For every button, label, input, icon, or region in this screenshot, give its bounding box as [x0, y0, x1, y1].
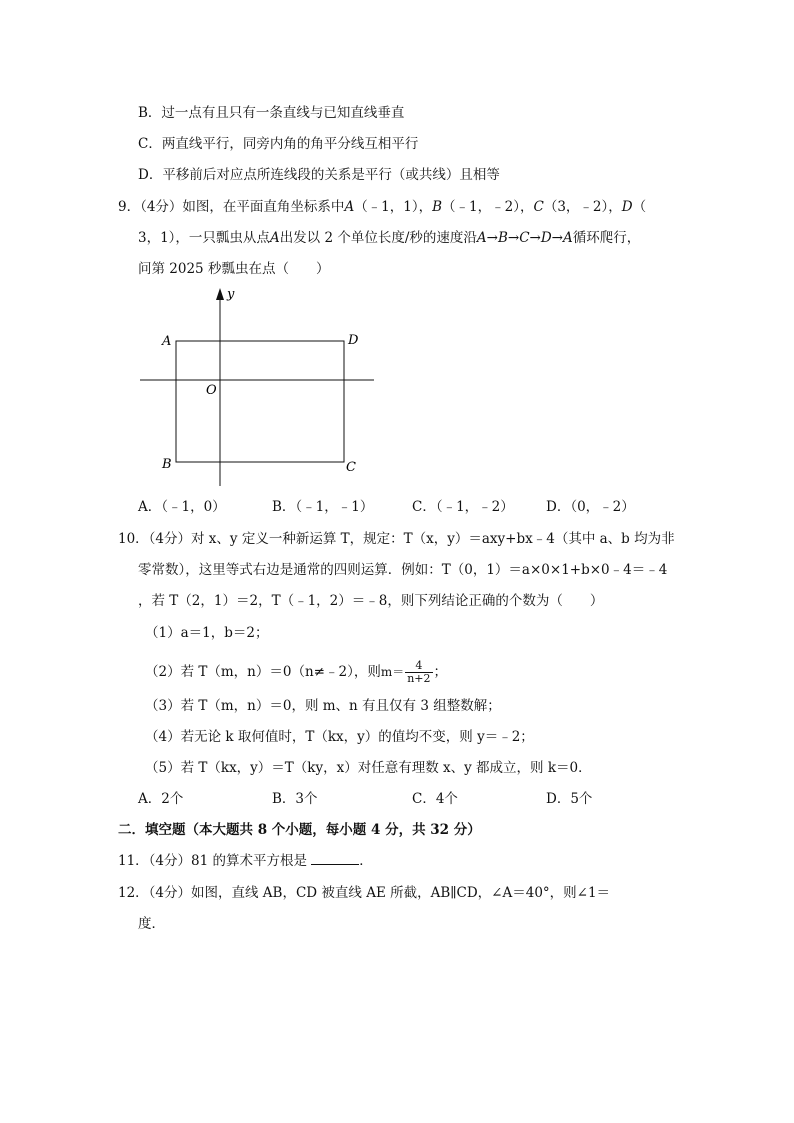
- q10-option-a: A．2个: [138, 791, 184, 807]
- q9-text: 循环爬行，: [572, 230, 641, 246]
- q12-line-1: 12．（4分）如图，直线 AB，CD 被直线 AE 所截，AB∥CD，∠A＝40°，则∠1＝: [118, 885, 611, 901]
- q10-statement-2: [145, 660, 447, 685]
- q11-end: ．: [359, 853, 373, 869]
- q8-option-b: B．过一点有且只有一条直线与已知直线垂直: [138, 105, 405, 121]
- point-d-open: （: [632, 199, 647, 215]
- q9-text: 3，1），一只瓢虫从点: [138, 230, 270, 246]
- point-d-label: D: [621, 199, 633, 215]
- q9-text: 9．（4分）如图，在平面直角坐标系中: [118, 199, 345, 215]
- point-c-coord: （3，﹣2），: [543, 199, 622, 215]
- q8-option-d: D．平移前后对应点所连线段的关系是平行（或共线）且相等: [138, 167, 500, 183]
- q9-option-b: B．（﹣1，﹣1）: [272, 499, 374, 515]
- fraction-numerator: 4: [405, 660, 432, 673]
- q9-text: 出发以 2 个单位长度/秒的速度沿: [279, 230, 477, 246]
- q10-statement-4: （4）若无论 k 取何值时，T（kx，y）的值均不变，则 y＝﹣2；: [145, 729, 534, 745]
- q10-statement-5: （5）若 T（kx，y）＝T（ky，x）对任意有理数 x、y 都成立，则 k＝0．: [145, 760, 592, 776]
- point-a-coord: （﹣1，1），: [354, 199, 433, 215]
- q9-option-d: D．（0，﹣2）: [546, 499, 635, 515]
- label-o: O: [206, 383, 217, 398]
- q9-coordinate-figure: [140, 286, 376, 486]
- statement-end: ；: [433, 664, 448, 680]
- label-d: D: [348, 333, 359, 348]
- point-b-coord: （﹣1，﹣2），: [442, 199, 534, 215]
- q9-line-2: [138, 229, 640, 247]
- rectangle-abcd: [176, 341, 344, 462]
- label-y: y: [227, 287, 235, 302]
- q9-line-1: [118, 198, 646, 216]
- label-c: C: [346, 460, 356, 475]
- label-a: A: [162, 334, 172, 349]
- q10-option-d: D．5个: [546, 791, 593, 807]
- fraction: [405, 660, 432, 685]
- q11-text: 11．（4分）81 的算术平方根是: [118, 853, 307, 869]
- answer-blank: [311, 852, 359, 865]
- point-c-label: C: [533, 199, 544, 215]
- statement-text: （2）若 T（m，n）＝0（n≠﹣2），则: [145, 664, 381, 680]
- q10-line-1: 10．（4分）对 x、y 定义一种新运算 T，规定：T（x，y）＝axy+bx﹣4（其中 a、b 均为非: [118, 531, 675, 547]
- fraction-denominator: n+2: [407, 672, 431, 685]
- y-axis-arrow: [216, 288, 224, 300]
- q8-option-c: C．两直线平行，同旁内角的角平分线互相平行: [138, 136, 419, 152]
- q9-option-a: A．（﹣1，0）: [138, 499, 226, 515]
- q9-line-3: 问第 2025 秒瓢虫在点（ ）: [138, 261, 330, 277]
- q9-path: A→B→C→D→A: [476, 230, 573, 246]
- q10-option-b: B．3个: [272, 791, 318, 807]
- q9-option-c: C．（﹣1，﹣2）: [412, 499, 514, 515]
- point-a-label: A: [269, 230, 280, 246]
- q10-statement-1: （1）a＝1，b＝2；: [145, 625, 269, 641]
- q10-statement-3: （3）若 T（m，n）＝0，则 m、n 有且仅有 3 组整数解；: [145, 698, 501, 714]
- point-b-label: B: [432, 199, 443, 215]
- q11-line: [118, 852, 373, 870]
- label-b: B: [162, 457, 172, 472]
- q10-line-2: 零常数），这里等式右边是通常的四则运算．例如：T（0，1）＝a×0×1+b×0﹣4＝﹣4: [138, 562, 668, 578]
- section-2-heading: 二．填空题（本大题共 8 个小题，每小题 4 分，共 32 分）: [118, 822, 481, 838]
- fraction-lhs: m＝: [380, 665, 405, 679]
- q10-line-3: ，若 T（2，1）＝2，T（﹣1，2）＝﹣8，则下列结论正确的个数为（ ）: [138, 593, 604, 609]
- q12-line-2: 度．: [138, 916, 165, 932]
- q10-option-c: C．4个: [412, 791, 458, 807]
- point-a-label: A: [344, 199, 355, 215]
